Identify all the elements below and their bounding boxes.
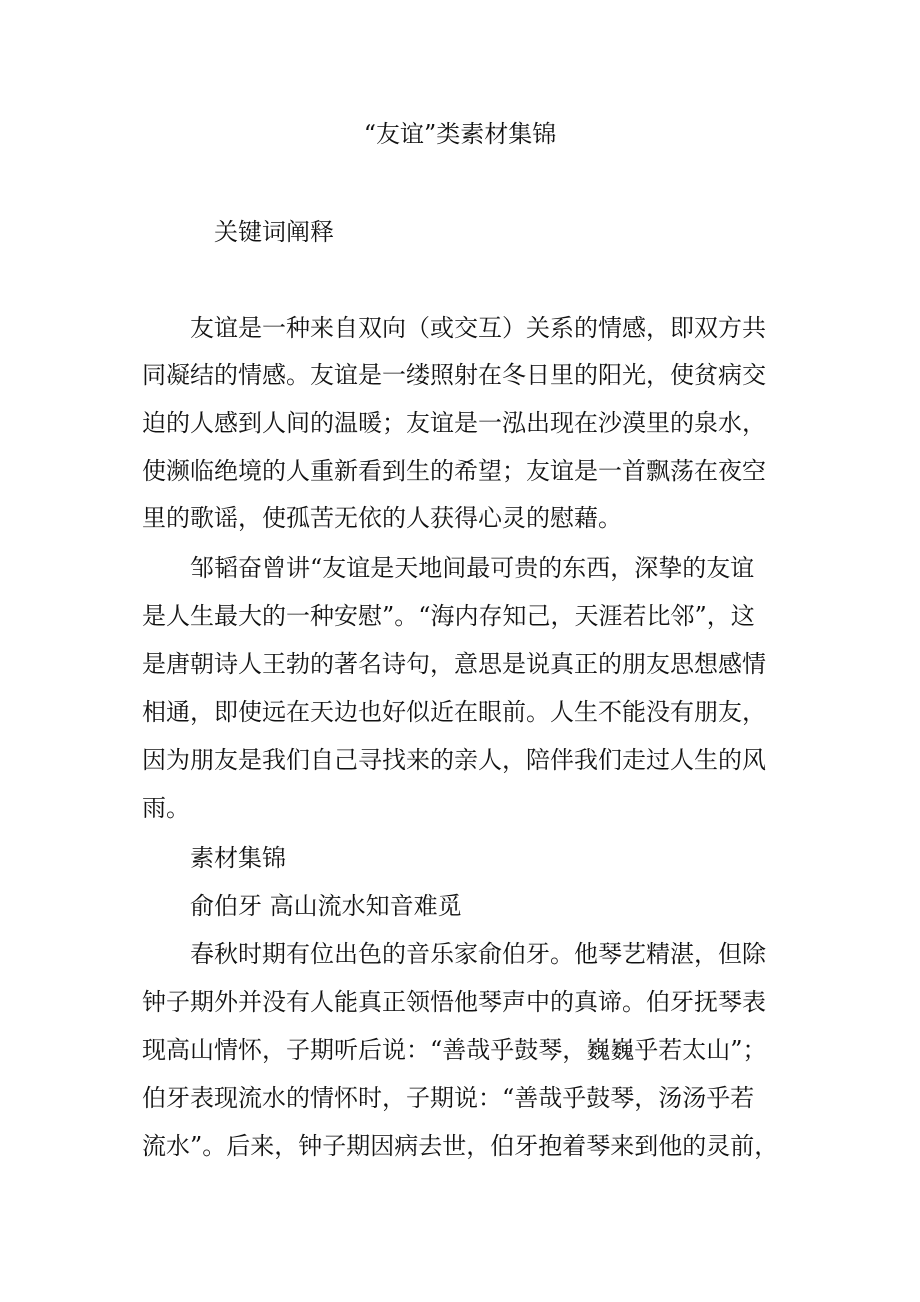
paragraph-line: 钟子期外并没有人能真正领悟他琴声中的真谛。伯牙抚琴表 [142,988,766,1016]
paragraph-line: 里的歌谣，使孤苦无依的人获得心灵的慰藉。 [142,504,622,532]
paragraph-line: 伯牙表现流水的情怀时，子期说：“善哉乎鼓琴，汤汤乎若 [142,1084,755,1112]
paragraph-line: 因为朋友是我们自己寻找来的亲人，陪伴我们走过人生的风 [142,746,766,774]
paragraph-line: 是唐朝诗人王勃的著名诗句，意思是说真正的朋友思想感情 [142,650,766,678]
section-heading-keywords: 关键词阐释 [214,218,334,246]
paragraph-line: 友谊是一种来自双向（或交互）关系的情感，即双方共 [190,314,766,342]
paragraph-line: 是人生最大的一种安慰”。“海内存知己，天涯若比邻”，这 [142,602,755,630]
paragraph-line: 相通，即使远在天边也好似近在眼前。人生不能没有朋友， [142,698,766,726]
paragraph-line: 春秋时期有位出色的音乐家俞伯牙。他琴艺精湛，但除 [190,940,766,968]
section-heading-materials: 素材集锦 [190,844,286,872]
paragraph-line: 同凝结的情感。友谊是一缕照射在冬日里的阳光，使贫病交 [142,361,766,389]
paragraph-line: 雨。 [142,794,190,822]
paragraph-line: 邹韬奋曾讲“友谊是天地间最可贵的东西，深挚的友谊 [190,554,755,582]
page-title: “友谊”类素材集锦 [363,120,557,148]
paragraph-line: 现高山情怀，子期听后说：“善哉乎鼓琴，巍巍乎若太山”； [142,1036,767,1064]
story-heading: 俞伯牙 高山流水知音难觅 [190,892,462,920]
paragraph-line: 流水”。后来，钟子期因病去世，伯牙抱着琴来到他的灵前， [142,1132,779,1160]
paragraph-line: 使濒临绝境的人重新看到生的希望；友谊是一首飘荡在夜空 [142,457,766,485]
paragraph-line: 迫的人感到人间的温暖；友谊是一泓出现在沙漠里的泉水， [142,409,766,437]
